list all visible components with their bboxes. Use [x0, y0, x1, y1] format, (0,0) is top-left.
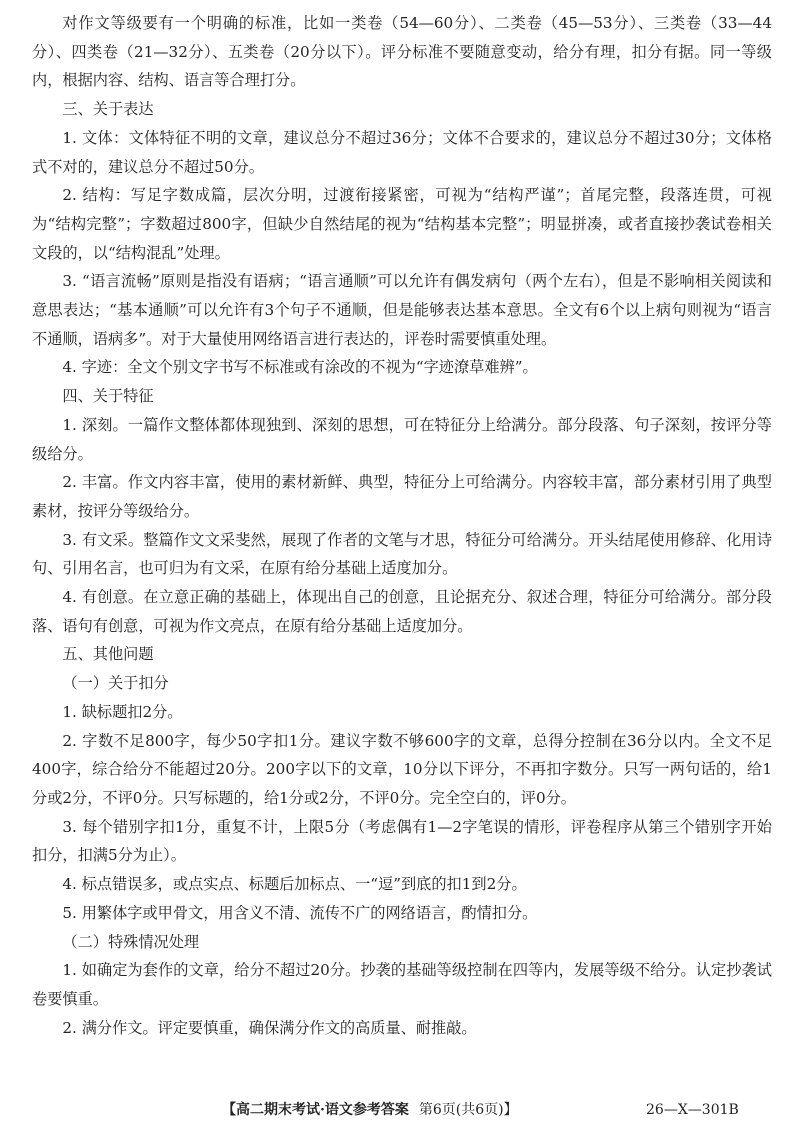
paragraph-punctuation: 4. 标点错误多，或点实点、标题后加标点、一“逗”到底的扣1到2分。 — [62, 875, 527, 894]
paragraph-missing-title: 1. 缺标题扣2分。 — [62, 702, 183, 721]
footer-title: 【高二期末考试·语文参考答案 — [222, 1102, 409, 1118]
paragraph-language: 3. “语言流畅”原则是指没有语病；“语言通顺”可以允许有偶发病句（两个左右），但是不影响相关阅读和意思表达；“基本通顺”可以允许有3个句子不通顺，但是能够表达基本意思。全文有6个以上病句则视为“语言不通顺，语病多”。对于大量使用网络语言进行表达的，评卷时需要慎重处理。 — [32, 272, 772, 348]
section-heading-expression: 三、关于表达 — [62, 100, 154, 119]
section-heading-other: 五、其他问题 — [62, 645, 154, 664]
paragraph-traditional-characters: 5. 用繁体字或甲骨文，用含义不清、流传不广的网络语言，酌情扣分。 — [62, 903, 538, 922]
paragraph-handwriting: 4. 字迹：全文个别文字书写不标准或有涂改的不视为“字迹潦草难辨”。 — [62, 358, 538, 377]
page-footer — [0, 1095, 800, 1125]
subsection-heading-special-cases: （二）特殊情况处理 — [62, 932, 200, 951]
footer-title-group — [222, 1095, 518, 1125]
paragraph-intro: 对作文等级要有一个明确的标准，比如一类卷（54—60分）、二类卷（45—53分）、三类卷（33—44分）、四类卷（21—32分）、五类卷（20分以下）。评分标准不要随意变动，给分有理，扣分有据。同一等级内，根据内容、结构、语言等合理打分。 — [32, 14, 772, 90]
paragraph-full-marks: 2. 满分作文。评定要慎重，确保满分作文的高质量、耐推敲。 — [62, 1018, 477, 1037]
paragraph-word-count: 2. 字数不足800字，每少50字扣1分。建议字数不够600字的文章，总得分控制在36分以内。全文不足400字，综合给分不能超过20分。200字以下的文章，10分以下评分，不再扣字数分。只写一两句话的，给1分或2分，不评0分。只写标题的，给1分或2分，不评0分。完全空白的，评0分。 — [32, 731, 772, 807]
subsection-heading-deductions: （一）关于扣分 — [62, 674, 169, 693]
footer-code: 26—X—301B — [646, 1102, 739, 1118]
section-heading-features: 四、关于特征 — [62, 387, 154, 406]
paragraph-richness: 2. 丰富。作文内容丰富，使用的素材新鲜、典型，特征分上可给满分。内容较丰富，部分素材引用了典型素材，按评分等级给分。 — [32, 473, 772, 520]
paragraph-structure: 2. 结构：写足字数成篇，层次分明，过渡衔接紧密，可视为“结构严谨”；首尾完整，段落连贯，可视为“结构完整”；字数超过800字，但缺少自然结尾的视为“结构基本完整”；明显拼凑，或者直接抄袭试卷相关文段的，以“结构混乱”处理。 — [32, 186, 772, 262]
paragraph-depth: 1. 深刻。一篇作文整体都体现独到、深刻的思想，可在特征分上给满分。部分段落、句子深刻，按评分等级给分。 — [32, 415, 772, 463]
paragraph-plagiarism: 1. 如确定为套作的文章，给分不超过20分。抄袭的基础等级控制在四等内，发展等级不给分。认定抄袭试卷要慎重。 — [32, 961, 772, 1008]
paragraph-style: 1. 文体：文体特征不明的文章，建议总分不超过36分；文体不合要求的，建议总分不超过30分；文体格式不对的，建议总分不超过50分。 — [32, 128, 772, 176]
paragraph-creativity: 4. 有创意。在立意正确的基础上，体现出自己的创意，且论据充分、叙述合理，特征分可给满分。部分段落、语句有创意，可视为作文亮点，在原有给分基础上适度加分。 — [32, 588, 772, 635]
footer-page-number: 第6页(共6页)】 — [418, 1102, 518, 1118]
paragraph-typos: 3. 每个错别字扣1分，重复不计，上限5分（考虑偶有1—2字笔误的情形，评卷程序从第三个错别字开始扣分，扣满5分为止）。 — [32, 817, 772, 865]
document-body — [32, 0, 772, 1042]
paragraph-literary-grace: 3. 有文采。整篇作文文采斐然，展现了作者的文笔与才思，特征分可给满分。开头结尾使用修辞、化用诗句、引用名言，也可归为有文采，在原有给分基础上适度加分。 — [32, 530, 772, 578]
